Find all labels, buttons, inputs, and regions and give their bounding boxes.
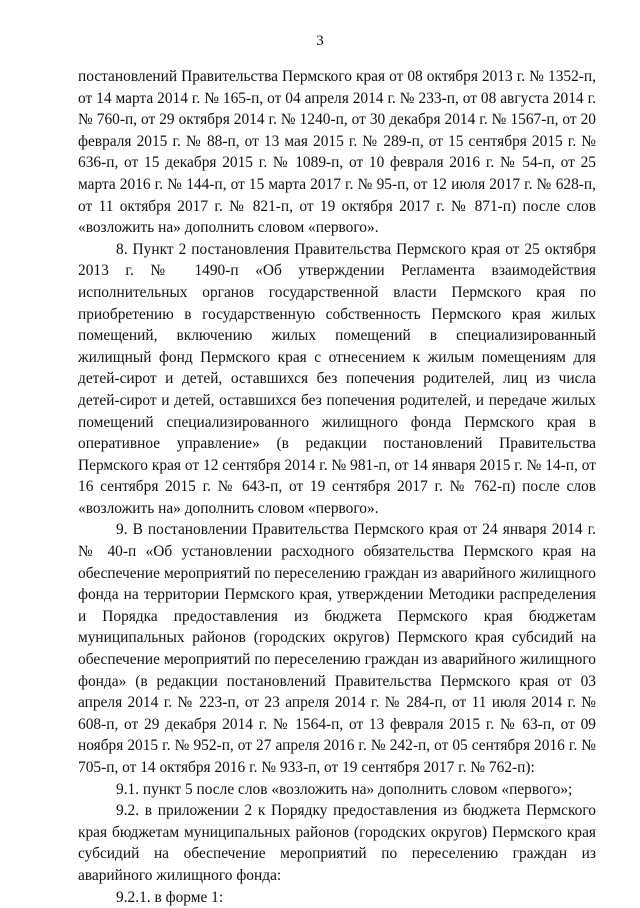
page-number: 3 <box>316 33 324 49</box>
paragraph-item-9-2: 9.2. в приложении 2 к Порядку предоставления из бюджета Пермского края бюджетам муниципальных районов (городских округов) Пермского края субсидий на обеспечение мероприятий по переселению граждан из аварийного жилищного фонда: <box>78 802 596 884</box>
paragraph-item-8: 8. Пункт 2 постановления Правительства Пермского края от 25 октября 2013 г. № 1490-п «Об утверждении Регламента взаимодействия исполнительных органов государственной власти Пермского края по приобретению в государственную собственность Пермского края жилых помещений, включению жилых помещений в специализированный жилищный фонд Пермского края с отнесением к жилым помещениям для детей-сирот и детей, оставшихся без попечения родителей, лиц из числа детей-сирот и детей, оставшихся без попечения родителей, и передаче жилых помещений специализированного жилищного фонда Пермского края в оперативное управление» (в редакции постановлений Правительства Пермского края от 12 сентября 2014 г. № 981-п, от 14 января 2015 г. № 14-п, от 16 сентября 2015 г. № 643-п, от 19 сентября 2017 г. № 762-п) после слов «возложить на» дополнить словом «первого». <box>78 240 596 517</box>
paragraph-continuation: постановлений Правительства Пермского края от 08 октября 2013 г. № 1352-п, от 14 марта 2014 г. № 165-п, от 04 апреля 2014 г. № 233-п, от 08 августа 2014 г. № 760-п, от 29 октября 2014 г. № 1240-п, от 30 декабря 2014 г. № 1567-п, от 20 февраля 2015 г. № 88-п, от 13 мая 2015 г. № 289-п, от 15 сентября 2015 г. № 636-п, от 15 декабря 2015 г. № 1089-п, от 10 февраля 2016 г. № 54-п, от 25 марта 2016 г. № 144-п, от 15 марта 2017 г. № 95-п, от 12 июля 2017 г. № 628-п, от 11 октября 2017 г. № 821-п, от 19 октября 2017 г. № 871-п) после слов «возложить на» дополнить словом «первого». <box>78 68 596 237</box>
paragraph-item-9-1: 9.1. пункт 5 после слов «возложить на» дополнить словом «первого»; <box>116 780 573 798</box>
paragraph-item-9: 9. В постановлении Правительства Пермского края от 24 января 2014 г. № 40-п «Об установлении расходного обязательства Пермского края на обеспечение мероприятий по переселению граждан из аварийного жилищного фонда на территории Пермского края, утверждении Методики распределения и Порядка предоставления из бюджета Пермского края бюджетам муниципальных районов (городских округов) Пермского края субсидий на обеспечение мероприятий по переселению граждан из аварийного жилищного фонда» (в редакции постановлений Правительства Пермского края от 03 апреля 2014 г. № 223-п, от 23 апреля 2014 г. № 284-п, от 11 июля 2014 г. № 608-п, от 29 декабря 2014 г. № 1564-п, от 13 февраля 2015 г. № 63-п, от 09 ноября 2015 г. № 952-п, от 27 апреля 2016 г. № 242-п, от 05 сентября 2016 г. № 705-п, от 14 октября 2016 г. № 933-п, от 19 сентября 2017 г. № 762-п): <box>78 521 596 776</box>
paragraph-item-9-2-1: 9.2.1. в форме 1: <box>116 888 224 906</box>
document-body <box>78 66 596 908</box>
